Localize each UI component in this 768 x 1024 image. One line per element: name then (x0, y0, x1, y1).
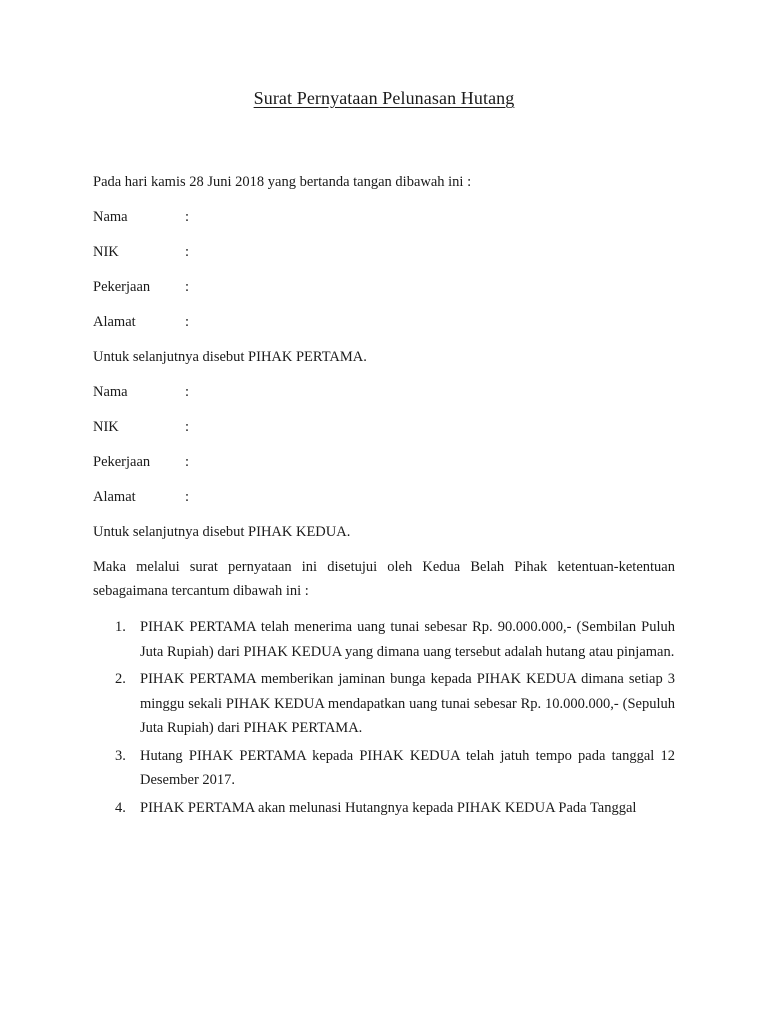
field-label: Alamat (93, 314, 136, 330)
field-label: Pekerjaan (93, 454, 151, 470)
list-item-number: 3. (115, 747, 126, 764)
first-party-nik-field (93, 244, 693, 261)
field-colon: : (185, 454, 190, 470)
intro-text: Pada hari kamis 28 Juni 2018 yang bertanda tangan dibawah ini : (93, 174, 472, 190)
field-colon: : (185, 209, 190, 225)
field-colon: : (185, 314, 190, 330)
field-colon: : (185, 419, 190, 435)
field-colon: : (185, 384, 190, 400)
list-item-text: PIHAK PERTAMA akan melunasi Hutangnya kepada PIHAK KEDUA Pada Tanggal (140, 799, 637, 816)
field-label: NIK (93, 419, 119, 435)
terms-list (93, 615, 675, 823)
agreement-paragraph: Maka melalui surat pernyataan ini disetujui oleh Kedua Belah Pihak ketentuan-ketentuan sebagaimana tercantum dibawah ini : (93, 559, 675, 599)
list-item-text: PIHAK PERTAMA memberikan jaminan bunga kepada PIHAK KEDUA dimana setiap 3 minggu sekali PIHAK KEDUA mendapatkan uang tunai sebesar Rp. 10.000.000,- (Sepuluh Juta Rupiah) dari PIHAK PERTAMA. (140, 671, 675, 736)
field-label: Alamat (93, 489, 136, 505)
list-item-number: 2. (115, 671, 126, 687)
second-party-name-field (93, 384, 693, 401)
field-label: Pekerjaan (93, 279, 151, 295)
first-party-job-field (93, 279, 693, 296)
list-item-number: 1. (115, 619, 126, 635)
field-label: Nama (93, 209, 128, 225)
list-item-text: Hutang PIHAK PERTAMA kepada PIHAK KEDUA telah jatuh tempo pada tanggal 12 Desember 2017. (140, 747, 675, 788)
second-party-nik-field (93, 419, 693, 436)
first-party-name-field (93, 209, 693, 226)
field-label: Nama (93, 384, 128, 400)
second-party-job-field (93, 454, 693, 471)
list-item (93, 667, 675, 741)
second-party-closing: Untuk selanjutnya disebut PIHAK KEDUA. (93, 524, 351, 540)
document-title: Surat Pernyataan Pelunasan Hutang (253, 88, 515, 108)
list-item (93, 615, 675, 664)
list-item-text: PIHAK PERTAMA telah menerima uang tunai sebesar Rp. 90.000.000,- (Sembilan Puluh Juta Rupiah) dari PIHAK KEDUA yang dimana uang tersebut adalah hutang atau pinjaman. (140, 619, 675, 660)
first-party-closing: Untuk selanjutnya disebut PIHAK PERTAMA. (93, 349, 367, 365)
second-party-address-field (93, 489, 693, 506)
field-colon: : (185, 279, 190, 295)
list-item (93, 796, 675, 821)
first-party-address-field (93, 314, 693, 331)
field-label: NIK (93, 244, 119, 260)
list-item-number: 4. (115, 799, 126, 816)
field-colon: : (185, 244, 190, 260)
field-colon: : (185, 489, 190, 505)
list-item (93, 744, 675, 793)
